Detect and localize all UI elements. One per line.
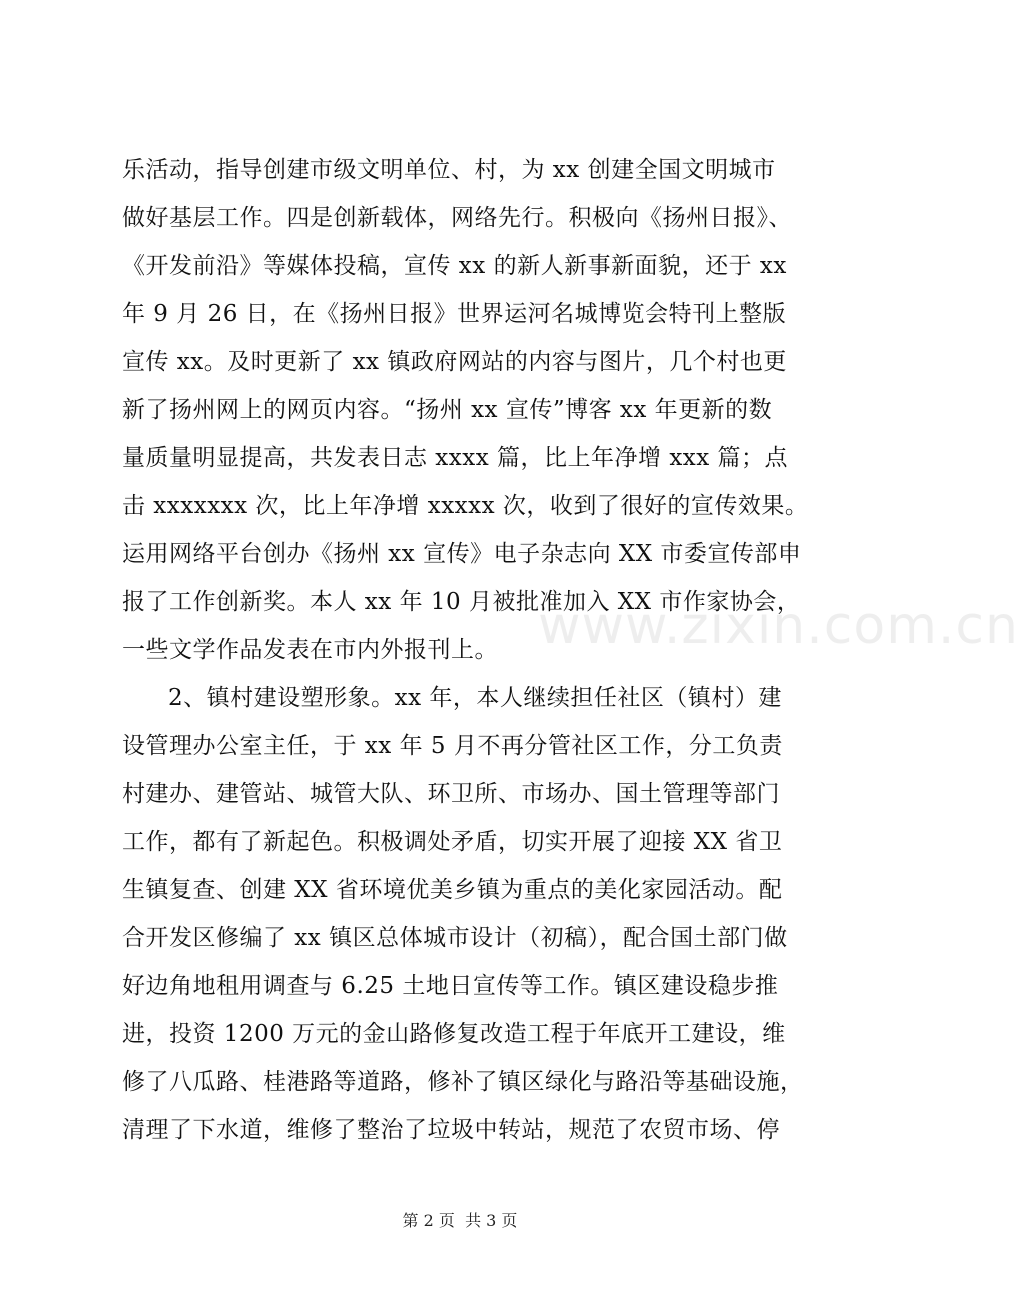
text-line: 运用网络平台创办《扬州 xx 宣传》电子杂志向 XX 市委宣传部申 [122,541,802,567]
text-line: 报了工作创新奖。本人 xx 年 10 月被批准加入 XX 市作家协会， [122,589,801,615]
text-line: 宣传 xx。及时更新了 xx 镇政府网站的内容与图片，几个村也更 [122,349,787,375]
text-line: 合开发区修编了 xx 镇区总体城市设计（初稿），配合国土部门做 [122,925,788,951]
text-line: 一些文学作品发表在市内外报刊上。 [122,637,498,663]
text-line: 《开发前沿》等媒体投稿，宣传 xx 的新人新事新面貌，还于 xx [122,253,787,279]
text-line: 新了扬州网上的网页内容。“扬州 xx 宣传”博客 xx 年更新的数 [122,397,773,423]
text-line: 乐活动，指导创建市级文明单位、村，为 xx 创建全国文明城市 [122,157,776,183]
text-line: 量质量明显提高，共发表日志 xxxx 篇，比上年净增 xxx 篇；点 [122,445,789,471]
watermark: www.zixin.com.cn [538,596,1019,656]
text-line: 进，投资 1200 万元的金山路修复改造工程于年底开工建设，维 [122,1021,786,1047]
text-line: 2、镇村建设塑形象。xx 年，本人继续担任社区（镇村）建 [168,685,782,711]
text-line: 村建办、建管站、城管大队、环卫所、市场办、国土管理等部门 [122,781,780,807]
page-total: 共 3 页 [465,1211,518,1230]
page-number: 第 2 页 [402,1211,455,1230]
text-line: 生镇复查、创建 XX 省环境优美乡镇为重点的美化家园活动。配 [122,877,783,903]
page-footer [0,1208,920,1231]
text-line: 好边角地租用调查与 6.25 土地日宣传等工作。镇区建设稳步推 [122,973,779,999]
text-line: 清理了下水道，维修了整治了垃圾中转站，规范了农贸市场、停 [122,1117,780,1143]
text-line: 修了八瓜路、桂港路等道路，修补了镇区绿化与路沿等基础设施， [122,1069,804,1095]
text-line: 击 xxxxxxx 次，比上年净增 xxxxx 次，收到了很好的宣传效果。 [122,493,809,519]
text-line: 工作，都有了新起色。积极调处矛盾，切实开展了迎接 XX 省卫 [122,829,783,855]
text-line: 年 9 月 26 日，在《扬州日报》世界运河名城博览会特刊上整版 [122,301,787,327]
text-line: 做好基层工作。四是创新载体，网络先行。积极向《扬州日报》、 [122,205,792,231]
text-line: 设管理办公室主任，于 xx 年 5 月不再分管社区工作，分工负责 [122,733,783,759]
